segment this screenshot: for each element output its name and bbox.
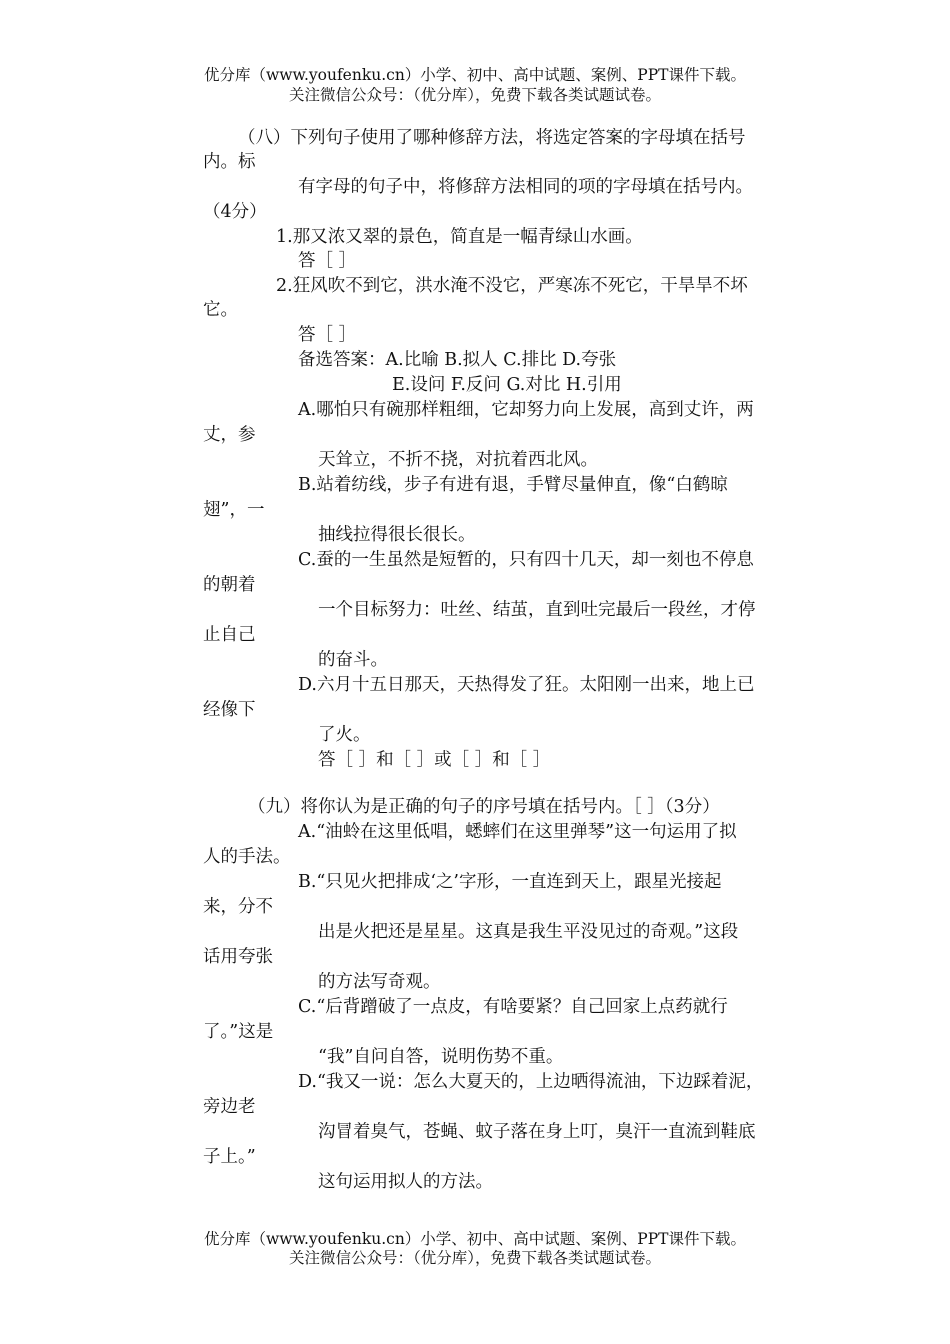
question-1: 1.那又浓又翠的景色，简直是一幅青绿山水画。: [276, 227, 643, 247]
sentence-d-cont: 了火。: [318, 725, 371, 745]
statement-a-wrap: 人的手法。: [203, 847, 291, 867]
statement-b-cont: 出是火把还是星星。这真是我生平没见过的奇观。”这段: [318, 922, 739, 942]
page-header-line-1: 优分库（www.youfenku.cn）小学、初中、高中试题、案例、PPT课件下载。: [203, 66, 747, 84]
sentence-a-wrap: 丈，参: [203, 425, 256, 445]
section-8-title-wrap: 内。标: [203, 152, 256, 172]
sentence-d: D.六月十五日那天，天热得发了狂。太阳刚一出来，地上已: [298, 675, 755, 695]
section-8-title: （八）下列句子使用了哪种修辞方法，将选定答案的字母填在括号: [238, 128, 746, 148]
answer-options-line-2: E.设问 F.反问 G.对比 H.引用: [392, 375, 622, 395]
statement-c-wrap: 了。”这是: [203, 1022, 274, 1042]
sentence-a: A.哪怕只有碗那样粗细，它却努力向上发展，高到丈许，两: [298, 400, 754, 420]
statement-d-cont-2: 这句运用拟人的方法。: [318, 1172, 493, 1192]
answer-options: 备选答案：A.比喻 B.拟人 C.排比 D.夸张: [298, 350, 617, 370]
page-header-line-2: 关注微信公众号：（优分库），免费下载各类试题试卷。: [288, 86, 661, 104]
statement-d: D.“我又一说：怎么大夏天的，上边晒得流油，下边踩着泥，: [298, 1072, 764, 1092]
statement-d-cont: 沟冒着臭气，苍蝇、蚊子落在身上叮，臭汗一直流到鞋底: [318, 1122, 756, 1142]
statement-d-wrap: 旁边老: [203, 1097, 256, 1117]
section-8-score: （4分）: [203, 202, 267, 222]
sentence-d-wrap: 经像下: [203, 700, 256, 720]
section-8-answer[interactable]: 答［ ］和［ ］或［ ］和［ ］: [318, 750, 551, 770]
sentence-c-wrap-2: 止自己: [203, 625, 256, 645]
section-8-instruction: 有字母的句子中，将修辞方法相同的项的字母填在括号内。: [298, 177, 753, 197]
sentence-a-cont: 天耸立，不折不挠，对抗着西北风。: [318, 450, 598, 470]
statement-b-wrap: 来，分不: [203, 897, 273, 917]
question-2-wrap: 它。: [203, 300, 238, 320]
sentence-b-cont: 抽线拉得很长很长。: [318, 525, 476, 545]
section-9-title: （九）将你认为是正确的句子的序号填在括号内。［ ］（3分）: [248, 797, 720, 817]
statement-d-wrap-2: 子上。”: [203, 1147, 256, 1167]
sentence-c-cont-2: 的奋斗。: [318, 650, 388, 670]
question-2: 2.狂风吹不到它，洪水淹不没它，严寒冻不死它，干旱旱不坏: [276, 276, 748, 296]
page-footer-line-1: 优分库（www.youfenku.cn）小学、初中、高中试题、案例、PPT课件下载。: [203, 1230, 747, 1248]
statement-a: A.“油蛉在这里低唱，蟋蟀们在这里弹琴”这一句运用了拟: [298, 822, 737, 842]
statement-b-cont-2: 的方法写奇观。: [318, 972, 441, 992]
page-footer-line-2: 关注微信公众号：（优分库），免费下载各类试题试卷。: [288, 1249, 661, 1267]
sentence-c-wrap: 的朝着: [203, 575, 256, 595]
sentence-b-wrap: 翅”，一: [203, 500, 265, 520]
sentence-c: C.蚕的一生虽然是短暂的，只有四十几天，却一刻也不停息: [298, 550, 754, 570]
sentence-b: B.站着纺线，步子有进有退，手臂尽量伸直，像“白鹤晾: [298, 475, 728, 495]
statement-b: B.“只见火把排成‘之’字形，一直连到天上，跟星光接起: [298, 872, 722, 892]
statement-c: C.“后背蹭破了一点皮，有啥要紧？自己回家上点药就行: [298, 997, 728, 1017]
question-2-answer[interactable]: 答［ ］: [298, 325, 357, 345]
sentence-c-cont: 一个目标努力：吐丝、结茧，直到吐完最后一段丝，才停: [318, 600, 756, 620]
statement-c-cont: “我”自问自答，说明伤势不重。: [318, 1047, 564, 1067]
statement-b-wrap-2: 话用夸张: [203, 947, 273, 967]
question-1-answer[interactable]: 答［ ］: [298, 251, 357, 271]
